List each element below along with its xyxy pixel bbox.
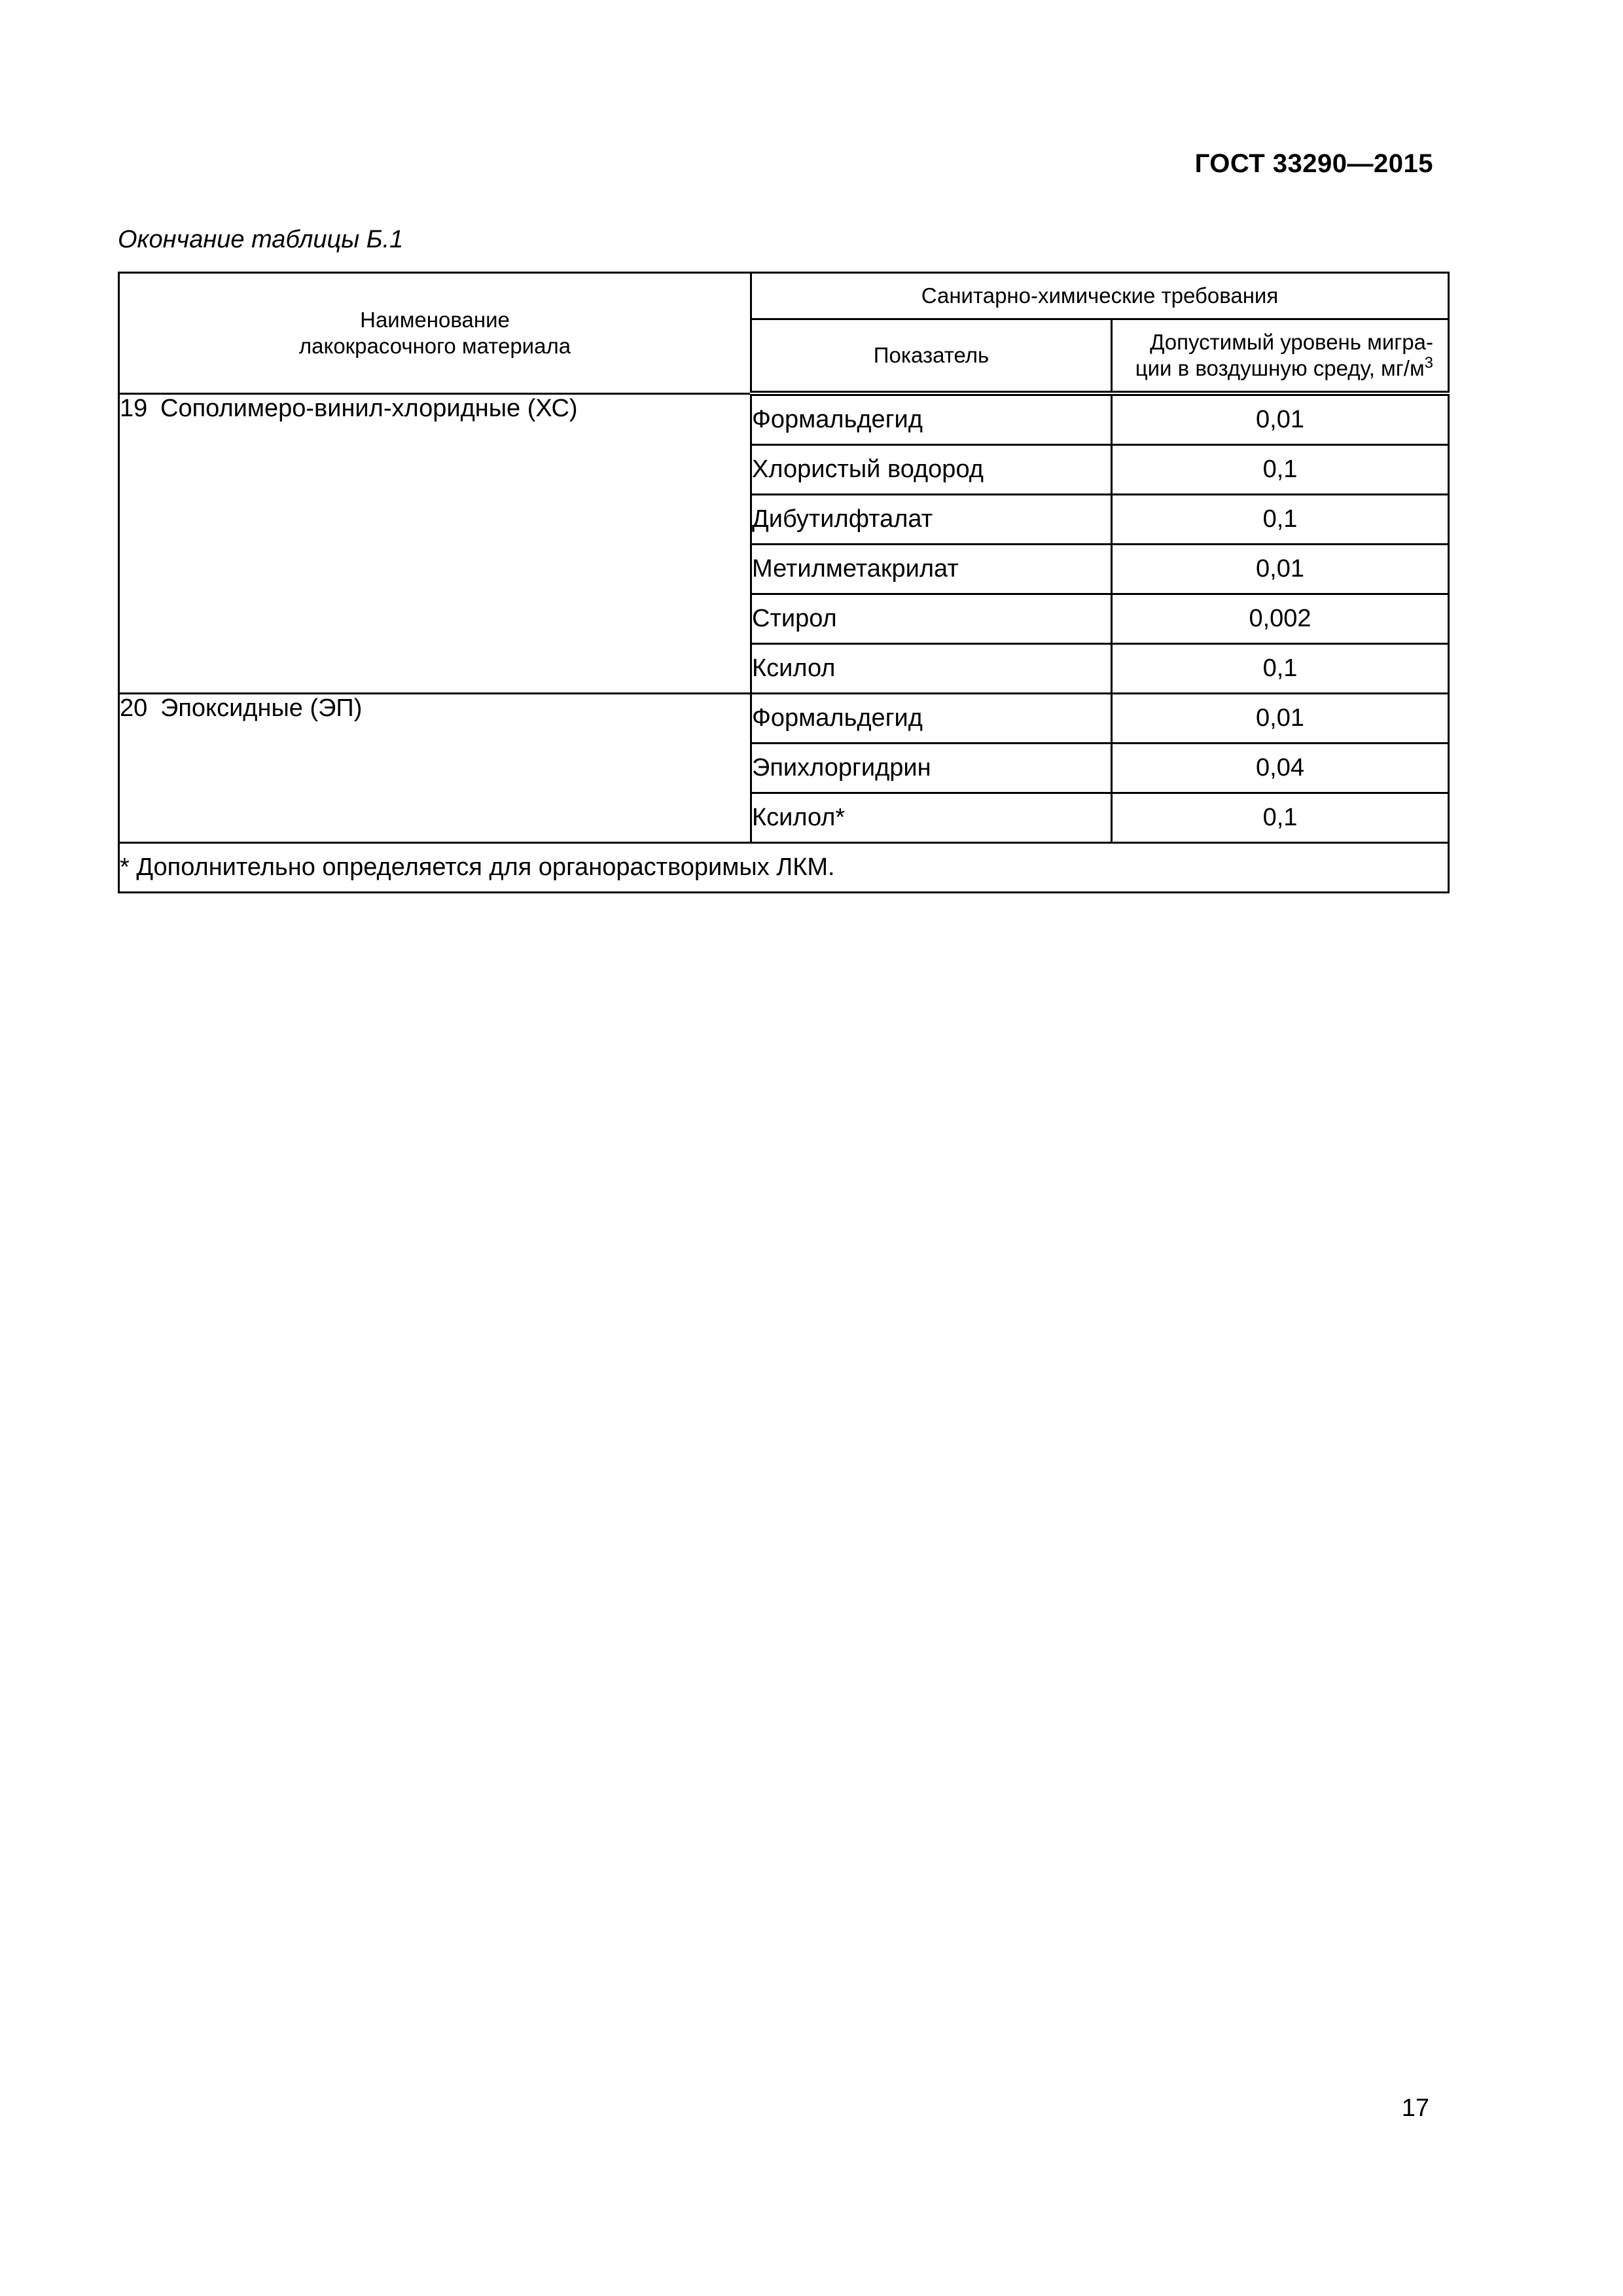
requirements-table: [118, 272, 1450, 893]
header-material-line-2: лакокрасочного материала: [298, 333, 571, 358]
value-cell: 0,01: [1112, 545, 1449, 594]
page-number: 17: [1401, 2094, 1429, 2122]
indicator-cell: Формальдегид: [751, 393, 1112, 445]
header-material-line-1: Наименование: [360, 307, 510, 332]
header-sanitary-group: Санитарно-химические требования: [751, 273, 1449, 319]
indicator-cell: Формальдегид: [751, 694, 1112, 744]
value-cell: 0,04: [1112, 744, 1449, 793]
value-cell: 0,1: [1112, 495, 1449, 545]
header-indicator: Показатель: [751, 319, 1112, 394]
value-cell: 0,1: [1112, 445, 1449, 495]
material-cell: [119, 393, 751, 694]
indicator-cell: Стирол: [751, 594, 1112, 644]
header-permissible-level: [1112, 319, 1449, 394]
table-footnote: * Дополнительно определяется для органорастворимых ЛКМ.: [119, 843, 1449, 893]
material-name: Сополимеро-винил-хлоридные (ХС): [160, 394, 578, 422]
header-material-name: [119, 273, 751, 394]
value-cell: 0,01: [1112, 694, 1449, 744]
table-row: [119, 393, 1449, 445]
footnote-row: [119, 843, 1449, 893]
indicator-cell: Метилметакрилат: [751, 545, 1112, 594]
header-level-line-2: ции в воздушную среду, мг/м: [1135, 356, 1425, 380]
indicator-cell: Эпихлоргидрин: [751, 744, 1112, 793]
value-cell: 0,1: [1112, 644, 1449, 694]
document-code: ГОСТ 33290—2015: [1194, 149, 1433, 178]
material-name: Эпоксидные (ЭП): [160, 694, 363, 722]
material-number: 20: [120, 694, 148, 722]
indicator-cell: Ксилол: [751, 644, 1112, 694]
indicator-cell: Ксилол*: [751, 793, 1112, 843]
indicator-cell: Хлористый водород: [751, 445, 1112, 495]
material-cell: [119, 694, 751, 843]
table-caption: Окончание таблицы Б.1: [118, 226, 404, 253]
material-number: 19: [120, 394, 148, 422]
header-level-line-1: Допустимый уровень мигра-: [1150, 330, 1433, 354]
indicator-cell: Дибутилфталат: [751, 495, 1112, 545]
value-cell: 0,002: [1112, 594, 1449, 644]
table-row: [119, 694, 1449, 744]
value-cell: 0,1: [1112, 793, 1449, 843]
value-cell: 0,01: [1112, 393, 1449, 445]
header-level-superscript: 3: [1424, 354, 1433, 372]
